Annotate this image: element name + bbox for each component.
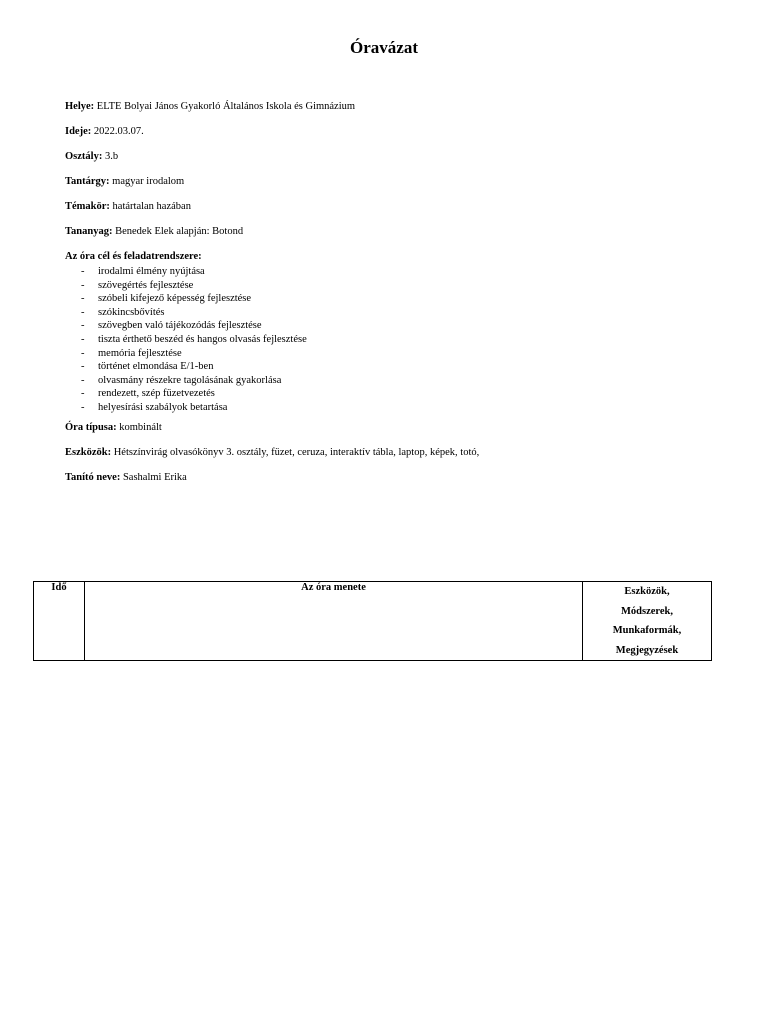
list-item xyxy=(81,401,715,415)
field-label: Ideje: xyxy=(65,126,92,137)
table-header-row xyxy=(34,582,712,661)
goal-text: olvasmány részekre tagolásának gyakorlása xyxy=(98,374,282,386)
document-title: Óravázat xyxy=(350,38,418,57)
bullet-dash: - xyxy=(81,279,85,291)
field-value: Hétszínvirág olvasókönyv 3. osztály, füzet, ceruza, interaktív tábla, laptop, képek, totó, xyxy=(113,446,480,458)
field-label: Témakör: xyxy=(65,201,110,212)
field-tools xyxy=(65,446,715,459)
lesson-plan-table xyxy=(33,581,712,661)
field-label: Eszközök: xyxy=(65,446,112,458)
field-label: Tanító neve: xyxy=(65,471,121,483)
list-item xyxy=(81,306,715,320)
field-value: Benedek Elek alapján: Botond xyxy=(115,226,244,237)
header-workforms-line: Munkaformák, xyxy=(612,625,682,636)
field-value: magyar irodalom xyxy=(112,176,185,187)
field-teacher xyxy=(65,471,715,484)
list-item xyxy=(81,319,715,333)
bullet-dash: - xyxy=(81,266,85,277)
lesson-info xyxy=(65,100,715,496)
header-tools-methods xyxy=(583,582,712,661)
field-material xyxy=(65,225,715,238)
field-value: kombinált xyxy=(119,421,162,433)
field-label: Osztály: xyxy=(65,151,103,162)
field-lesson-type xyxy=(65,421,715,434)
field-value: 3.b xyxy=(104,151,119,162)
goal-text: szövegértés fejlesztése xyxy=(98,279,194,291)
bullet-dash: - xyxy=(81,293,85,305)
bullet-dash: - xyxy=(81,361,85,373)
header-tools-line: Eszközök, xyxy=(624,586,670,597)
list-item xyxy=(81,387,715,401)
field-label: Helye: xyxy=(65,101,95,112)
goal-text: szóbeli kifejező képesség fejlesztése xyxy=(98,293,252,305)
bullet-dash: - xyxy=(81,320,85,332)
goal-text: szövegben való tájékozódás fejlesztése xyxy=(98,320,262,332)
field-label: Tantárgy: xyxy=(65,176,110,187)
bullet-dash: - xyxy=(81,333,85,345)
goal-text: szókincsbővítés xyxy=(98,306,165,318)
goal-text: rendezett, szép füzetvezetés xyxy=(98,388,215,400)
header-time: Idő xyxy=(34,582,85,661)
goal-text: tiszta érthető beszéd és hangos olvasás fejlesztése xyxy=(98,333,307,345)
field-value: 2022.03.07. xyxy=(93,126,144,137)
list-item xyxy=(81,279,715,293)
header-lesson-flow: Az óra menete xyxy=(85,582,583,661)
bullet-dash: - xyxy=(81,347,85,359)
bullet-dash: - xyxy=(81,306,85,318)
header-methods-line: Módszerek, xyxy=(620,605,673,617)
bullet-dash: - xyxy=(81,374,85,386)
goal-text: memória fejlesztése xyxy=(98,347,182,359)
field-value: határtalan hazában xyxy=(112,201,191,212)
goal-text: történet elmondása E/1-ben xyxy=(98,361,214,373)
header-notes-line: Megjegyzések xyxy=(615,644,679,656)
field-subject xyxy=(65,175,715,188)
bullet-dash: - xyxy=(81,401,85,413)
field-date xyxy=(65,125,715,138)
goal-text: irodalmi élmény nyújtása xyxy=(98,266,205,277)
list-item xyxy=(81,292,715,306)
list-item xyxy=(81,265,715,279)
field-value: ELTE Bolyai János Gyakorló Általános Iskola és Gimnázium xyxy=(96,101,356,112)
list-item xyxy=(81,333,715,347)
goals-heading: Az óra cél és feladatrendszere: xyxy=(65,251,202,262)
field-value: Sashalmi Erika xyxy=(122,471,187,483)
goals-list xyxy=(65,265,715,415)
field-topic xyxy=(65,200,715,213)
list-item xyxy=(81,374,715,388)
bullet-dash: - xyxy=(81,388,85,400)
field-label: Tananyag: xyxy=(65,226,113,237)
list-item xyxy=(81,347,715,361)
goal-text: helyesírási szabályok betartása xyxy=(98,401,228,413)
list-item xyxy=(81,360,715,374)
field-class xyxy=(65,150,715,163)
field-location xyxy=(65,100,715,113)
field-label: Óra típusa: xyxy=(65,421,117,433)
